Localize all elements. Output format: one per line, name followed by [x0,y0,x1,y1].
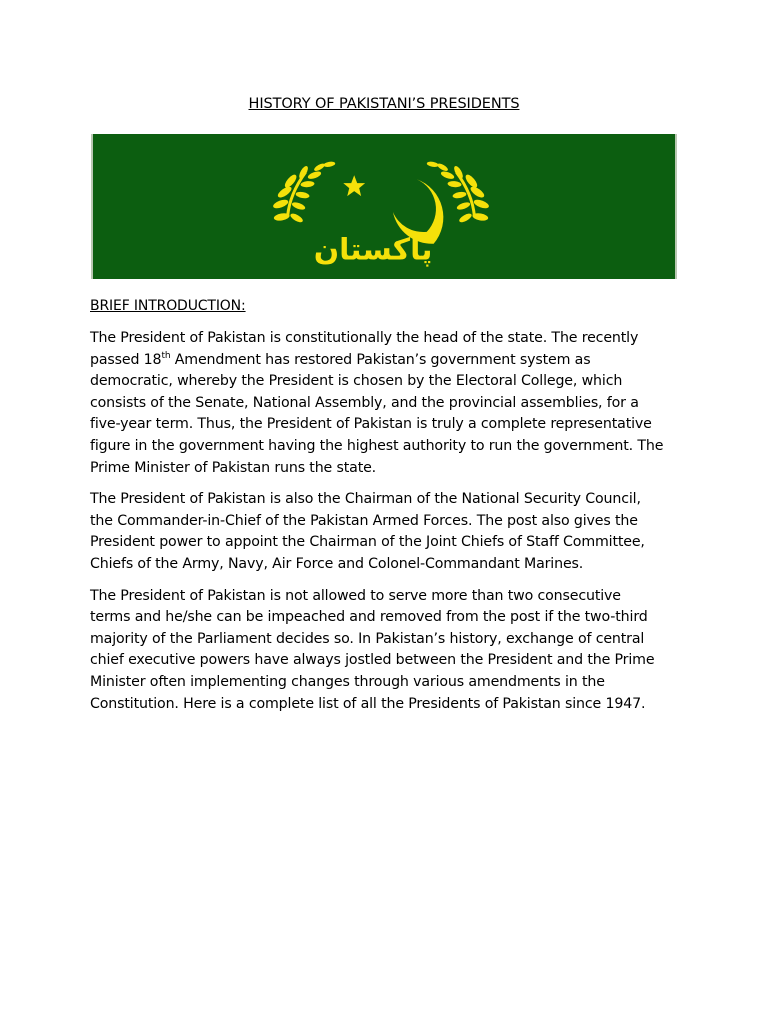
paragraph-line: Chiefs of the Army, Navy, Air Force and Colonel-Commandant Marines. [90,555,584,572]
pakistan-emblem-icon [93,134,675,279]
paragraph-line [90,350,690,372]
emblem-script-text: پاکستان [313,232,433,268]
paragraph-line: chief executive powers have always jostled between the President and the Prime [90,652,655,669]
paragraph-line: majority of the Parliament decides so. In Pakistan’s history, exchange of central [90,630,645,647]
paragraph-line: Prime Minister of Pakistan runs the state. [90,459,377,476]
paragraphs-container [90,328,690,715]
presidential-flag-image [91,134,677,279]
section-heading: BRIEF INTRODUCTION: [90,298,246,314]
paragraph-line: The President of Pakistan is constitutionally the head of the state. The recently [90,330,639,346]
document-body [90,296,690,725]
paragraph [90,328,690,479]
line-text: Amendment has restored Pakistan’s government system as [170,351,591,368]
ordinal-superscript: th [161,350,171,361]
paragraph-line: democratic, whereby the President is chosen by the Electoral College, which [90,373,623,390]
paragraph-line: the Commander-in-Chief of the Pakistan Armed Forces. The post also gives the [90,512,638,529]
paragraph-line: five-year term. Thus, the President of Pakistan is truly a complete representative [90,416,652,433]
paragraph-line: Minister often implementing changes through various amendments in the [90,673,605,690]
paragraph-line: President power to appoint the Chairman of the Joint Chiefs of Staff Committee, [90,534,645,551]
paragraph-line: The President of Pakistan is not allowed to serve more than two consecutive [90,587,621,604]
line-text: passed 18 [90,351,162,368]
page-title: HISTORY OF PAKISTANI’S PRESIDENTS [248,96,520,112]
paragraph-line: The President of Pakistan is also the Chairman of the National Security Council, [90,491,641,508]
paragraph [90,489,690,575]
paragraph-line: figure in the government having the highest authority to run the government. The [90,437,664,454]
paragraph-line: terms and he/she can be impeached and removed from the post if the two-third [90,609,648,626]
paragraph [90,586,690,716]
paragraph-line: Constitution. Here is a complete list of all the Presidents of Pakistan since 1947. [90,695,646,712]
paragraph-line: consists of the Senate, National Assembly, and the provincial assemblies, for a [90,394,639,411]
